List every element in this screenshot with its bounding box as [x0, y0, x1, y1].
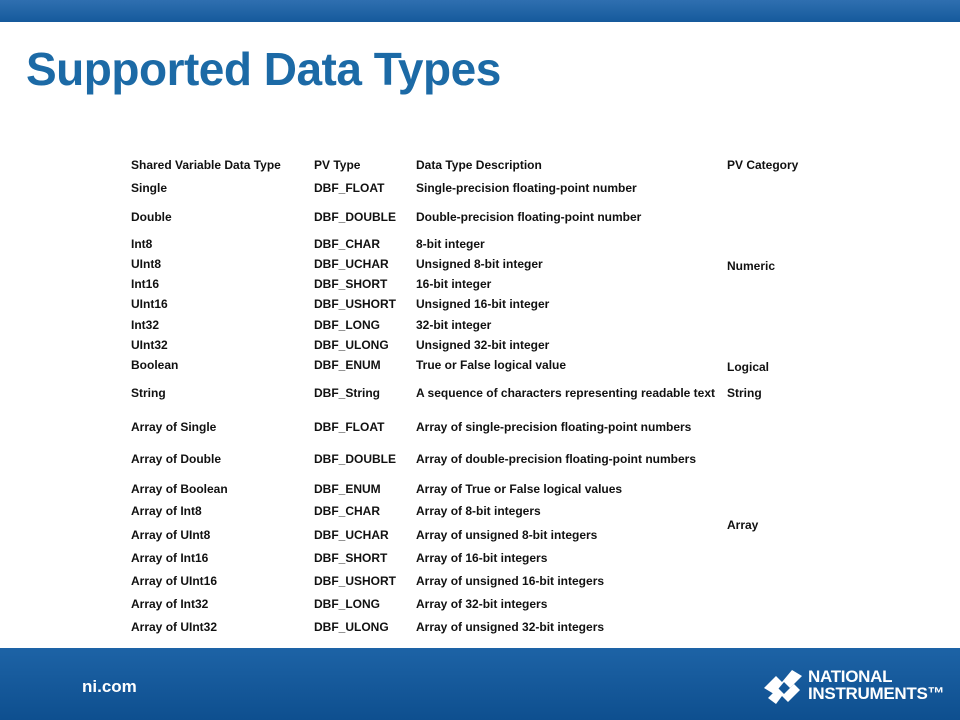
table-cell-col-description: Unsigned 8-bit integer — [416, 257, 543, 271]
table-cell-col-description: Array of True or False logical values — [416, 482, 623, 496]
column-header: PV Type — [314, 158, 361, 172]
table-cell-col-description: Array of 8-bit integers — [416, 504, 541, 518]
table-cell-col-type: String — [131, 386, 166, 400]
table-cell-col-description: Array of unsigned 32-bit integers — [416, 620, 605, 634]
table-cell-col-description: Unsigned 32-bit integer — [416, 338, 550, 352]
pv-category-label: Numeric — [727, 259, 776, 273]
table-cell-col-pv-type: DBF_ULONG — [314, 338, 389, 352]
table-cell-col-type: UInt32 — [131, 338, 168, 352]
footer-url[interactable]: ni.com — [82, 677, 137, 696]
table-cell-col-type: Array of Boolean — [131, 482, 228, 496]
table-cell-col-pv-type: DBF_ENUM — [314, 482, 381, 496]
table-cell-col-type: UInt16 — [131, 297, 168, 311]
logo-line-2: INSTRUMENTS™ — [808, 684, 945, 703]
pv-category-label: Array — [727, 518, 759, 532]
table-cell-col-type: Int16 — [131, 277, 160, 291]
logo-wordmark — [808, 668, 944, 702]
table-cell-col-description: 32-bit integer — [416, 318, 492, 332]
table-cell-col-description: Array of double-precision floating-point numbers — [416, 452, 697, 466]
table-cell-col-description: 16-bit integer — [416, 277, 492, 291]
table-cell-col-pv-type: DBF_SHORT — [314, 551, 388, 565]
table-cell-col-pv-type: DBF_ENUM — [314, 358, 381, 372]
table-cell-col-pv-type: DBF_CHAR — [314, 504, 380, 518]
table-cell-col-pv-type: DBF_CHAR — [314, 237, 380, 251]
table-cell-col-type: Array of Double — [131, 452, 222, 466]
pv-category-label: String — [727, 386, 762, 400]
table-cell-col-pv-type: DBF_LONG — [314, 318, 380, 332]
table-cell-col-description: Array of 16-bit integers — [416, 551, 548, 565]
table-cell-col-pv-type: DBF_String — [314, 386, 380, 400]
table-cell-col-description: Unsigned 16-bit integer — [416, 297, 550, 311]
pv-category-label: Logical — [727, 360, 770, 374]
table-cell-col-description: True or False logical value — [416, 358, 567, 372]
table-cell-col-pv-type: DBF_DOUBLE — [314, 210, 397, 224]
table-cell-col-type: Boolean — [131, 358, 179, 372]
table-cell-col-description: Single-precision floating-point number — [416, 181, 637, 195]
table-cell-col-type: Array of Single — [131, 420, 217, 434]
slide-title: Supported Data Types — [26, 43, 501, 95]
ni-eagle-logo-icon — [762, 666, 804, 708]
table-cell-col-description: 8-bit integer — [416, 237, 485, 251]
table-cell-col-description: Array of unsigned 16-bit integers — [416, 574, 605, 588]
national-instruments-logo — [762, 664, 945, 710]
table-cell-col-pv-type: DBF_DOUBLE — [314, 452, 397, 466]
table-cell-col-pv-type: DBF_USHORT — [314, 574, 397, 588]
table-cell-col-pv-type: DBF_UCHAR — [314, 257, 389, 271]
table-cell-col-pv-type: DBF_SHORT — [314, 277, 388, 291]
table-cell-col-type: Single — [131, 181, 168, 195]
table-cell-col-description: Array of unsigned 8-bit integers — [416, 528, 598, 542]
table-cell-col-type: Int8 — [131, 237, 153, 251]
table-cell-col-type: Array of Int16 — [131, 551, 209, 565]
table-cell-col-pv-type: DBF_USHORT — [314, 297, 397, 311]
table-cell-col-type: Array of UInt8 — [131, 528, 211, 542]
table-cell-col-pv-type: DBF_UCHAR — [314, 528, 389, 542]
table-cell-col-description: Double-precision floating-point number — [416, 210, 642, 224]
table-cell-col-type: Array of Int32 — [131, 597, 209, 611]
column-header: Data Type Description — [416, 158, 542, 172]
table-cell-col-type: UInt8 — [131, 257, 161, 271]
column-header: Shared Variable Data Type — [131, 158, 281, 172]
table-cell-col-pv-type: DBF_LONG — [314, 597, 380, 611]
table-cell-col-description: A sequence of characters representing readable text — [416, 386, 716, 400]
table-cell-col-type: Array of UInt16 — [131, 574, 218, 588]
table-cell-col-pv-type: DBF_FLOAT — [314, 181, 385, 195]
table-cell-col-pv-type: DBF_FLOAT — [314, 420, 385, 434]
top-accent-bar — [0, 0, 960, 22]
column-header: PV Category — [727, 158, 799, 172]
table-cell-col-description: Array of single-precision floating-point numbers — [416, 420, 692, 434]
table-cell-col-type: Int32 — [131, 318, 160, 332]
table-cell-col-description: Array of 32-bit integers — [416, 597, 548, 611]
logo-line-1: NATIONAL — [808, 667, 893, 686]
table-cell-col-pv-type: DBF_ULONG — [314, 620, 389, 634]
table-cell-col-type: Array of Int8 — [131, 504, 202, 518]
table-cell-col-type: Double — [131, 210, 172, 224]
table-cell-col-type: Array of UInt32 — [131, 620, 218, 634]
